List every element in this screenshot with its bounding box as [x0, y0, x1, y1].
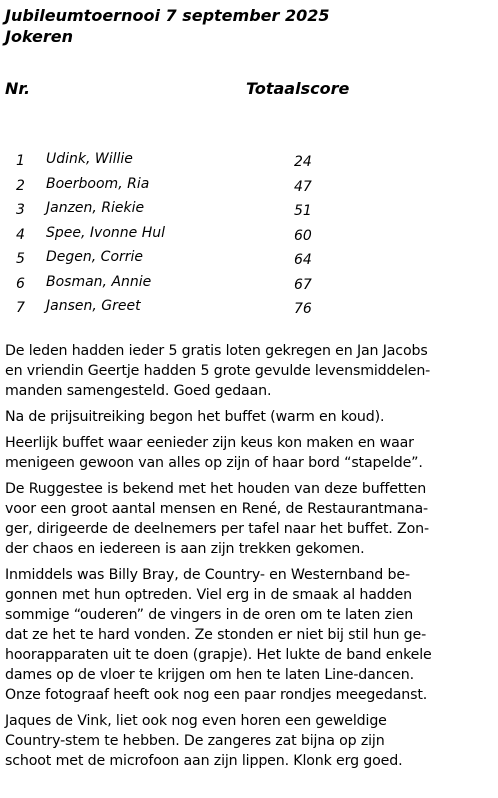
paragraph	[5, 407, 497, 427]
row-nr: 1	[16, 153, 25, 169]
text-line: dames op de vloer te krijgen om hen te laten Line-dancen.	[5, 667, 414, 683]
text-line: Jaques de Vink, liet ook nog even horen een geweldige	[5, 713, 387, 729]
text-line: Heerlijk buffet waar eenieder zijn keus kon maken en waar	[5, 435, 414, 451]
document-header	[5, 5, 330, 47]
row-name: Janzen, Riekie	[46, 200, 145, 216]
text-line: sommige “ouderen” de vingers in de oren om te laten zien	[5, 607, 414, 623]
row-name: Spee, Ivonne Hul	[46, 224, 165, 241]
document-subtitle: Jokeren	[5, 27, 73, 46]
table-row	[0, 199, 498, 224]
text-line: De Ruggestee is bekend met het houden van deze buffetten	[5, 481, 427, 497]
paragraph	[5, 433, 497, 473]
row-name: Udink, Willie	[46, 151, 133, 167]
row-score: 76	[294, 301, 312, 317]
text-line: schoot met de microfoon aan zijn lippen. Klonk erg goed.	[5, 753, 403, 769]
row-score: 51	[294, 203, 312, 219]
paragraph	[5, 479, 497, 559]
row-score: 64	[294, 252, 312, 268]
text-line: Na de prijsuitreiking begon het buffet (warm en koud).	[5, 409, 385, 425]
table-row	[0, 297, 498, 322]
paragraph	[5, 341, 497, 401]
text-line: voor een groot aantal mensen en René, de Restaurantmana-	[5, 501, 429, 517]
table-row	[0, 150, 498, 175]
table-row	[0, 224, 498, 249]
text-line: Country-stem te hebben. De zangeres zat bijna op zijn	[5, 733, 385, 749]
text-line: ger, dirigeerde de deelnemers per tafel naar het buffet. Zon-	[5, 521, 429, 537]
row-nr: 7	[16, 300, 25, 316]
row-name: Boerboom, Ria	[46, 175, 150, 192]
text-line: der chaos en iedereen is aan zijn trekken gekomen.	[5, 541, 365, 557]
text-line: manden samengesteld. Goed gedaan.	[5, 383, 272, 399]
row-name: Bosman, Annie	[46, 273, 152, 290]
text-line: Onze fotograaf heeft ook nog een paar rondjes meegedanst.	[5, 687, 428, 703]
row-nr: 2	[16, 177, 25, 194]
row-name: Jansen, Greet	[46, 298, 141, 314]
row-nr: 3	[16, 202, 25, 218]
column-header-nr: Nr.	[5, 79, 31, 98]
table-row	[0, 248, 498, 273]
document-title: Jubileumtoernooi 7 september 2025	[5, 6, 330, 25]
text-line: Inmiddels was Billy Bray, de Country- en Westernband be-	[5, 567, 410, 583]
text-line: hoorapparaten uit te doen (grapje). Het lukte de band enkele	[5, 647, 432, 663]
text-line: De leden hadden ieder 5 gratis loten gekregen en Jan Jacobs	[5, 343, 428, 359]
table-row	[0, 175, 498, 200]
text-line: dat ze het te hard vonden. Ze stonden er niet bij stil hun ge-	[5, 627, 427, 643]
row-nr: 5	[16, 251, 25, 267]
text-line: menigeen gewoon van alles op zijn of haar bord “stapelde”.	[5, 455, 423, 471]
column-header-score: Totaalscore	[246, 79, 350, 98]
row-score: 24	[294, 154, 312, 170]
text-line: gonnen met hun optreden. Viel erg in de smaak al hadden	[5, 587, 412, 603]
row-nr: 4	[16, 226, 25, 243]
row-score: 47	[294, 178, 312, 195]
row-name: Degen, Corrie	[46, 249, 144, 265]
results-table	[0, 150, 498, 322]
article-body	[5, 341, 497, 777]
paragraph	[5, 711, 497, 771]
row-nr: 6	[16, 275, 25, 292]
row-score: 60	[294, 227, 312, 244]
paragraph	[5, 565, 497, 705]
text-line: en vriendin Geertje hadden 5 grote gevulde levensmiddelen-	[5, 363, 431, 379]
table-row	[0, 273, 498, 298]
row-score: 67	[294, 276, 312, 293]
